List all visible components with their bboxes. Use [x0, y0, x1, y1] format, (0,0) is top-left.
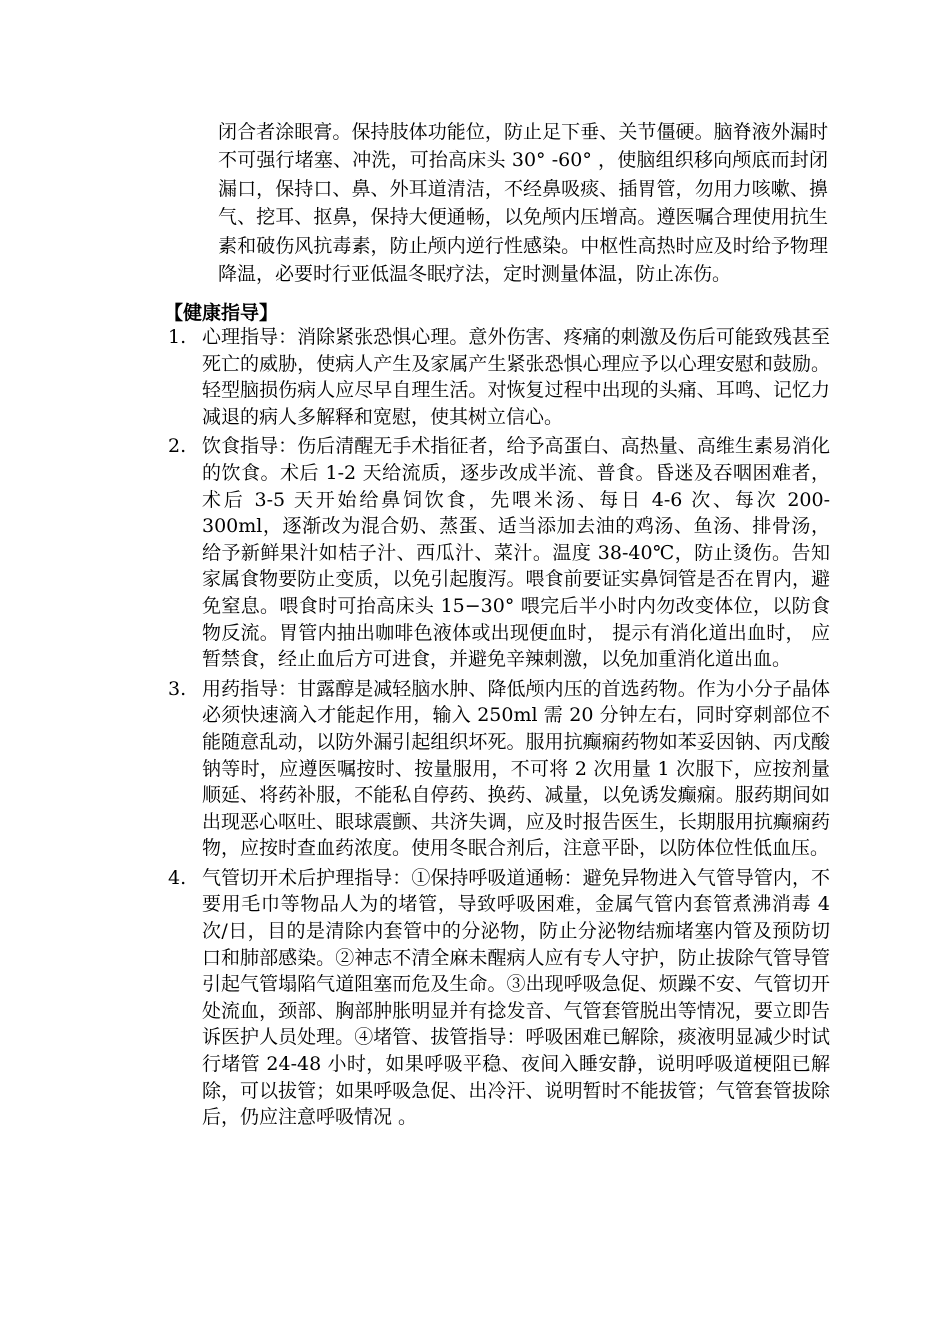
list-item	[168, 324, 830, 430]
list-item-number: 4.	[168, 866, 187, 889]
list-item-text: 气管切开术后护理指导：①保持呼吸道通畅：避免异物进入气管导管内，不要用毛巾等物品人为的堵管，导致呼吸困难，金属气管内套管煮沸消毒 4 次/日，目的是清除内套管中的分泌物，防止分泌物结痂堵塞内管及预防切口和肺部感染。②神志不清全麻未醒病人应有专人守护，防止拔除气管导管引起气管塌陷气道阻塞而危及生命。③出现呼吸急促、烦躁不安、气管切开处流血，颈部、胸部肿胀明显并有捻发音、气管套管脱出等情况，要立即告诉医护人员处理。④堵管、拔管指导：呼吸困难已解除，痰液明显减少时试行堵管 24-48 小时，如果呼吸平稳、夜间入睡安静，说明呼吸道梗阻已解除，可以拔管；如果呼吸急促、出冷汗、说明暂时不能拔管；气管套管拔除后，仍应注意呼吸情况 。	[202, 866, 830, 1129]
intro-paragraph: 闭合者涂眼膏。保持肢体功能位，防止足下垂、关节僵硬。脑脊液外漏时不可强行堵塞、冲洗，可抬高床头 30° -60° ，使脑组织移向颅底而封闭漏口，保持口、鼻、外耳道清洁，不经鼻吸痰、插胃管，勿用力咳嗽、擤气、挖耳、抠鼻，保持大便通畅，以免颅内压增高。遵医嘱合理使用抗生素和破伤风抗毒素，防止颅内逆行性感染。中枢性高热时应及时给予物理降温，必要时行亚低温冬眠疗法，定时测量体温，防止冻伤。	[218, 121, 828, 286]
list-item	[168, 865, 830, 1131]
guidance-list	[168, 324, 830, 1134]
list-item	[168, 676, 830, 862]
list-item-text: 心理指导：消除紧张恐惧心理。意外伤害、疼痛的刺激及伤后可能致残甚至死亡的威胁，使病人产生及家属产生紧张恐惧心理应予以心理安慰和鼓励。轻型脑损伤病人应尽早自理生活。对恢复过程中出现的头痛、耳鸣、记忆力减退的病人多解释和宽慰，使其树立信心。	[202, 326, 830, 428]
list-item-text: 饮食指导：伤后清醒无手术指征者，给予高蛋白、高热量、高维生素易消化的饮食。术后 1-2 天给流质，逐步改成半流、普食。昏迷及吞咽困难者，术后 3-5 天开始给鼻饲饮食，先喂米汤、每日 4-6 次、每次 200-300ml，逐渐改为混合奶、蒸蛋、适当添加去油的鸡汤、鱼汤、排骨汤，给予新鲜果汁如桔子汁、西瓜汁、菜汁。温度 38-40℃，防止烫伤。告知家属食物要防止变质，以免引起腹泻。喂食前要证实鼻饲管是否在胃内，避免窒息。喂食时可抬高床头 15−30° 喂完后半小时内勿改变体位，以防食物反流。胃管内抽出咖啡色液体或出现便血时， 提示有消化道出血时， 应暂禁食，经止血后方可进食，并避免辛辣刺激，以免加重消化道出血。	[202, 435, 830, 671]
list-item-number: 1.	[168, 326, 187, 348]
list-item-number: 2.	[168, 435, 187, 458]
list-item	[168, 433, 830, 672]
list-item-number: 3.	[168, 677, 187, 700]
list-item-text: 用药指导：甘露醇是减轻脑水肿、降低颅内压的首选药物。作为小分子晶体必须快速滴入才能起作用，输入 250ml 需 20 分钟左右，同时穿刺部位不能随意乱动，以防外漏引起组织坏死。服用抗癫痫药物如苯妥因钠、丙戊酸钠等时，应遵医嘱按时、按量服用，不可将 2 次用量 1 次服下，应按剂量顺延、将药补服，不能私自停药、换药、减量，以免诱发癫痫。服药期间如出现恶心呕吐、眼球震颤、共济失调，应及时报告医生，长期服用抗癫痫药物，应按时查血药浓度。使用冬眠合剂后，注意平卧，以防体位性低血压。	[202, 677, 830, 860]
section-heading: 【健康指导】	[164, 302, 279, 324]
